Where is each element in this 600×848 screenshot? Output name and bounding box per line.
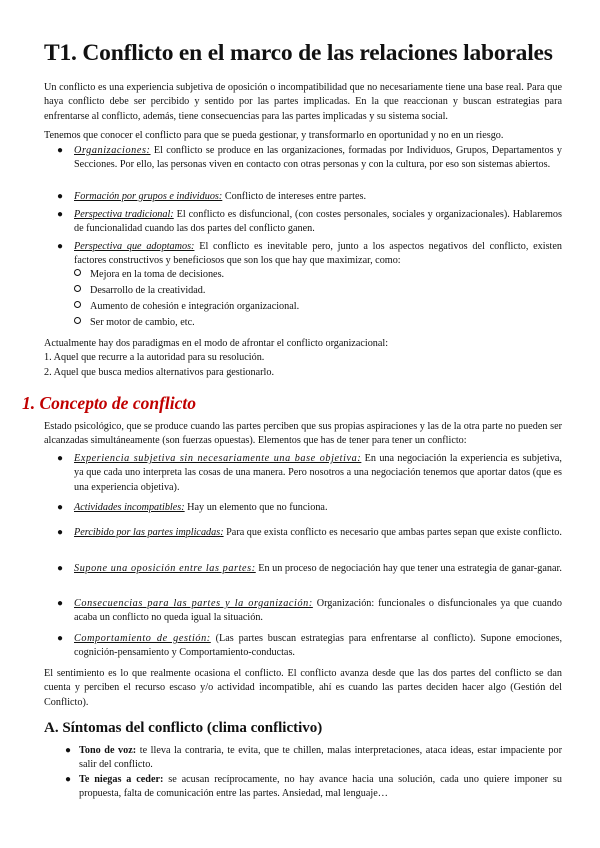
list-item: ● Consecuencias para las partes y la organización: Organización: funcionales o disfuncionales ya que cuando acaba un conflicto no queda igual la situación. bbox=[57, 598, 562, 624]
subsection-heading: A. Síntomas del conflicto (clima conflictivo) bbox=[44, 720, 323, 736]
list-item: ● Formación por grupos e individuos: Conflicto de intereses entre partes. bbox=[74, 190, 562, 204]
list-item: ● Actividades incompatibles: Hay un elemento que no funciona. bbox=[74, 501, 562, 515]
bullet-icon: ● bbox=[57, 241, 64, 252]
bullet-icon: ● bbox=[65, 774, 72, 785]
bullet-icon: ● bbox=[57, 502, 64, 513]
list-item: ● Organizaciones: El conflicto se produce en las organizaciones, formadas por Individuos, Grupos, Departamentos y Secciones. Por ello, las personas viven en contacto con otras personas y con la cultura, por eso son sistemas abiertos. bbox=[57, 145, 562, 171]
paradigm-item: 2. Aquel que busca medios alternativos para gestionarlo. bbox=[44, 367, 275, 378]
feeling-paragraph: El sentimiento es lo que realmente ocasiona el conflicto. El conflicto avanza desde que las dos partes del conflicto se dan cuenta y perciben el recurso escaso y/o actividad incompatible, ahí es cuando las partes deciden hacer algo (Gestión del Conflicto). bbox=[44, 668, 562, 708]
circle-bullet-icon bbox=[74, 301, 81, 308]
section-heading: 1. Concepto de conflicto bbox=[22, 393, 197, 413]
bullet-icon: ● bbox=[57, 563, 64, 574]
bullet-icon: ● bbox=[57, 191, 64, 202]
bullet-icon: ● bbox=[57, 598, 64, 609]
list-item: ● Perspectiva que adoptamos: El conflicto es inevitable pero, junto a los aspectos negativos del conflicto, existen factores constructivos y beneficiosos que son los que hay que maximizar, como: bbox=[57, 241, 563, 267]
bullet-icon: ● bbox=[57, 527, 64, 538]
symptom-item: ● Tono de voz: te lleva la contraria, te evita, que te chillen, malas interpretaciones, ataca ideas, estar impaciente por salir del conflicto. bbox=[65, 745, 562, 771]
paradigms-intro: Actualmente hay dos paradigmas en el modo de afrontar el conflicto organizacional: bbox=[44, 338, 389, 349]
list-item: ● Supone una oposición entre las partes: En un proceso de negociación hay que tener una estrategia de ganar-ganar. bbox=[74, 562, 562, 576]
intro-paragraph-2: Tenemos que conocer el conflicto para que se pueda gestionar, y transformarlo en oportunidad y no en un riesgo. bbox=[44, 130, 504, 141]
bullet-icon: ● bbox=[57, 145, 64, 156]
concept-paragraph: Estado psicológico, que se produce cuando las partes perciben que sus propias aspiraciones y las de la otra parte no pueden ser alcanzadas simultáneamente (son fuerzas opuestas). Elementos que has de tener para tener un conflicto: bbox=[44, 421, 562, 447]
page-title: T1. Conflicto en el marco de las relaciones laborales bbox=[44, 40, 553, 66]
list-item: ● Experiencia subjetiva sin necesariamente una base objetiva: En una negociación la experiencia es subjetiva, ya que cada uno interpreta las cosas de una manera. Pero nosotros a una negociación tenemos que aportar datos (que es una experiencia objetiva). bbox=[57, 453, 562, 493]
circle-bullet-icon bbox=[74, 285, 81, 292]
list-item: ● Perspectiva tradicional: El conflicto es disfuncional, (con costes personales, sociales y organizacionales). Hablaremos de funcionalidad cuando las dos partes del conflicto ganen. bbox=[57, 209, 562, 235]
paradigm-item: 1. Aquel que recurre a la autoridad para su resolución. bbox=[44, 352, 265, 363]
intro-paragraph: Un conflicto es una experiencia subjetiva de oposición o incompatibilidad que no necesariamente tiene una base real. Para que haya conflicto debe ser percibido y sentido por las partes implicadas. En la que reaccionan y buscan estrategias para enfrentarse al conflicto, además, tiene consecuencias para las partes implicadas y su sistema social. bbox=[44, 82, 562, 122]
circle-bullet-icon bbox=[74, 269, 81, 276]
sub-list-item: Desarrollo de la creatividad. bbox=[74, 284, 205, 298]
bullet-icon: ● bbox=[57, 633, 64, 644]
bullet-icon: ● bbox=[57, 209, 64, 220]
sub-list-item: Mejora en la toma de decisiones. bbox=[74, 268, 224, 282]
symptom-item: ● Te niegas a ceder: se acusan recíprocamente, no hay avance hacia una solución, cada uno quiere imponer su propuesta, falta de comunicación entre las partes. Ansiedad, mal lenguaje… bbox=[65, 774, 562, 800]
bullet-icon: ● bbox=[65, 745, 72, 756]
list-item: ● Comportamiento de gestión: (Las partes buscan estrategias para enfrentarse al conflicto). Supone emociones, cognición-pensamiento y Comportamiento-conductas. bbox=[57, 633, 562, 659]
bullet-icon: ● bbox=[57, 453, 64, 464]
list-item: ● Percibido por las partes implicadas: Para que exista conflicto es necesario que ambas partes sepan que existe conflicto. bbox=[74, 526, 562, 540]
sub-list-item: Aumento de cohesión e integración organizacional. bbox=[74, 300, 299, 314]
sub-list-item: Ser motor de cambio, etc. bbox=[74, 316, 195, 330]
circle-bullet-icon bbox=[74, 317, 81, 324]
